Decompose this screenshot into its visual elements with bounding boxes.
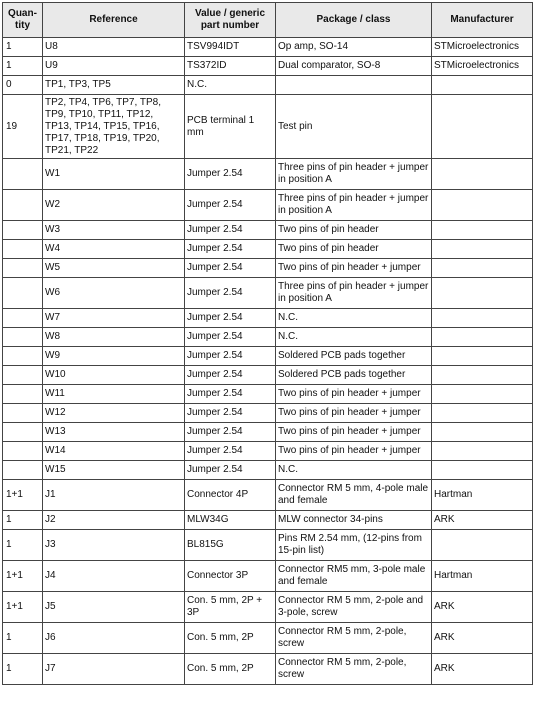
cell-manufacturer <box>432 404 533 423</box>
cell-reference: W3 <box>43 221 185 240</box>
cell-reference: J7 <box>43 654 185 685</box>
cell-package: Connector RM5 mm, 3-pole male and female <box>276 561 432 592</box>
cell-value: TSV994IDT <box>185 38 276 57</box>
cell-manufacturer <box>432 347 533 366</box>
cell-manufacturer: ARK <box>432 654 533 685</box>
table-row <box>3 328 533 347</box>
cell-reference: W15 <box>43 461 185 480</box>
cell-quantity <box>3 259 43 278</box>
cell-package: Connector RM 5 mm, 2-pole, screw <box>276 623 432 654</box>
cell-manufacturer <box>432 530 533 561</box>
cell-reference: W14 <box>43 442 185 461</box>
cell-manufacturer <box>432 76 533 95</box>
cell-value: N.C. <box>185 76 276 95</box>
cell-value: Jumper 2.54 <box>185 240 276 259</box>
cell-quantity: 1+1 <box>3 561 43 592</box>
header-value: Value / generic part number <box>185 3 276 38</box>
cell-reference: W2 <box>43 190 185 221</box>
table-row <box>3 530 533 561</box>
cell-quantity: 1+1 <box>3 480 43 511</box>
cell-package: Two pins of pin header + jumper <box>276 385 432 404</box>
cell-quantity <box>3 366 43 385</box>
cell-quantity <box>3 423 43 442</box>
cell-value: Connector 4P <box>185 480 276 511</box>
cell-package: Two pins of pin header + jumper <box>276 442 432 461</box>
cell-value: Jumper 2.54 <box>185 385 276 404</box>
cell-quantity: 1 <box>3 654 43 685</box>
table-row <box>3 240 533 259</box>
cell-manufacturer <box>432 259 533 278</box>
table-row <box>3 38 533 57</box>
cell-quantity: 1 <box>3 623 43 654</box>
cell-manufacturer: Hartman <box>432 561 533 592</box>
cell-quantity: 1 <box>3 57 43 76</box>
table-row <box>3 592 533 623</box>
cell-reference: W5 <box>43 259 185 278</box>
table-row <box>3 57 533 76</box>
cell-quantity <box>3 309 43 328</box>
cell-value: Jumper 2.54 <box>185 159 276 190</box>
table-row <box>3 442 533 461</box>
cell-reference: W11 <box>43 385 185 404</box>
table-row <box>3 76 533 95</box>
cell-package: Three pins of pin header + jumper in position A <box>276 278 432 309</box>
cell-quantity <box>3 404 43 423</box>
cell-value: Con. 5 mm, 2P <box>185 623 276 654</box>
cell-quantity <box>3 190 43 221</box>
cell-reference: TP1, TP3, TP5 <box>43 76 185 95</box>
table-body <box>3 38 533 685</box>
cell-manufacturer <box>432 278 533 309</box>
cell-package: N.C. <box>276 461 432 480</box>
cell-reference: TP2, TP4, TP6, TP7, TP8, TP9, TP10, TP11, TP12, TP13, TP14, TP15, TP16, TP17, TP18, TP19, TP20, TP21, TP22 <box>43 95 185 159</box>
cell-reference: W8 <box>43 328 185 347</box>
cell-value: TS372ID <box>185 57 276 76</box>
header-manufacturer: Manufacturer <box>432 3 533 38</box>
cell-value: Jumper 2.54 <box>185 278 276 309</box>
cell-package: Two pins of pin header + jumper <box>276 259 432 278</box>
cell-package: Soldered PCB pads together <box>276 347 432 366</box>
cell-manufacturer: STMicroelectronics <box>432 38 533 57</box>
cell-reference: W6 <box>43 278 185 309</box>
cell-package: Connector RM 5 mm, 4-pole male and female <box>276 480 432 511</box>
cell-package: Soldered PCB pads together <box>276 366 432 385</box>
cell-manufacturer: STMicroelectronics <box>432 57 533 76</box>
cell-manufacturer <box>432 190 533 221</box>
cell-package: Two pins of pin header <box>276 221 432 240</box>
cell-package: Connector RM 5 mm, 2-pole, screw <box>276 654 432 685</box>
cell-value: BL815G <box>185 530 276 561</box>
cell-package: N.C. <box>276 328 432 347</box>
cell-package: Two pins of pin header + jumper <box>276 404 432 423</box>
table-row <box>3 278 533 309</box>
cell-quantity <box>3 442 43 461</box>
cell-value: Jumper 2.54 <box>185 221 276 240</box>
cell-package: Two pins of pin header <box>276 240 432 259</box>
table-row <box>3 623 533 654</box>
table-row <box>3 221 533 240</box>
cell-value: Con. 5 mm, 2P + 3P <box>185 592 276 623</box>
cell-quantity: 1 <box>3 530 43 561</box>
cell-quantity <box>3 461 43 480</box>
cell-quantity <box>3 347 43 366</box>
cell-reference: J5 <box>43 592 185 623</box>
cell-manufacturer <box>432 221 533 240</box>
cell-package <box>276 76 432 95</box>
cell-manufacturer <box>432 328 533 347</box>
cell-quantity <box>3 159 43 190</box>
cell-value: Jumper 2.54 <box>185 366 276 385</box>
cell-reference: W1 <box>43 159 185 190</box>
cell-package: N.C. <box>276 309 432 328</box>
cell-value: Connector 3P <box>185 561 276 592</box>
table-row <box>3 259 533 278</box>
cell-quantity <box>3 221 43 240</box>
cell-quantity: 0 <box>3 76 43 95</box>
cell-reference: W4 <box>43 240 185 259</box>
cell-manufacturer <box>432 159 533 190</box>
header-quantity: Quan- tity <box>3 3 43 38</box>
cell-manufacturer <box>432 461 533 480</box>
cell-package: MLW connector 34-pins <box>276 511 432 530</box>
table-row <box>3 404 533 423</box>
cell-quantity <box>3 240 43 259</box>
table-row <box>3 190 533 221</box>
cell-manufacturer <box>432 385 533 404</box>
header-package: Package / class <box>276 3 432 38</box>
cell-manufacturer <box>432 423 533 442</box>
cell-package: Test pin <box>276 95 432 159</box>
table-header-row <box>3 3 533 38</box>
cell-manufacturer: ARK <box>432 623 533 654</box>
table-row <box>3 95 533 159</box>
cell-value: Jumper 2.54 <box>185 461 276 480</box>
cell-reference: J4 <box>43 561 185 592</box>
cell-package: Pins RM 2.54 mm, (12-pins from 15-pin list) <box>276 530 432 561</box>
cell-quantity: 1 <box>3 511 43 530</box>
cell-reference: W13 <box>43 423 185 442</box>
cell-value: Jumper 2.54 <box>185 423 276 442</box>
cell-reference: W12 <box>43 404 185 423</box>
cell-manufacturer <box>432 442 533 461</box>
table-row <box>3 159 533 190</box>
cell-package: Op amp, SO-14 <box>276 38 432 57</box>
cell-manufacturer <box>432 95 533 159</box>
header-reference: Reference <box>43 3 185 38</box>
cell-value: Jumper 2.54 <box>185 404 276 423</box>
cell-reference: J2 <box>43 511 185 530</box>
cell-manufacturer: ARK <box>432 511 533 530</box>
cell-package: Connector RM 5 mm, 2-pole and 3-pole, screw <box>276 592 432 623</box>
cell-manufacturer: ARK <box>432 592 533 623</box>
cell-reference: W10 <box>43 366 185 385</box>
cell-value: Jumper 2.54 <box>185 259 276 278</box>
cell-reference: U8 <box>43 38 185 57</box>
cell-package: Two pins of pin header + jumper <box>276 423 432 442</box>
cell-quantity <box>3 278 43 309</box>
bill-of-materials-table <box>2 2 533 685</box>
table-row <box>3 654 533 685</box>
cell-value: MLW34G <box>185 511 276 530</box>
table-row <box>3 423 533 442</box>
cell-quantity: 1 <box>3 38 43 57</box>
cell-quantity <box>3 385 43 404</box>
cell-value: Jumper 2.54 <box>185 442 276 461</box>
cell-reference: J6 <box>43 623 185 654</box>
cell-value: Jumper 2.54 <box>185 347 276 366</box>
cell-reference: W7 <box>43 309 185 328</box>
table-row <box>3 461 533 480</box>
cell-reference: J3 <box>43 530 185 561</box>
cell-manufacturer: Hartman <box>432 480 533 511</box>
cell-quantity: 19 <box>3 95 43 159</box>
cell-value: Jumper 2.54 <box>185 309 276 328</box>
cell-manufacturer <box>432 366 533 385</box>
cell-reference: J1 <box>43 480 185 511</box>
table-row <box>3 309 533 328</box>
cell-reference: W9 <box>43 347 185 366</box>
cell-value: PCB terminal 1 mm <box>185 95 276 159</box>
table-row <box>3 511 533 530</box>
cell-value: Jumper 2.54 <box>185 190 276 221</box>
cell-value: Jumper 2.54 <box>185 328 276 347</box>
cell-reference: U9 <box>43 57 185 76</box>
cell-package: Dual comparator, SO-8 <box>276 57 432 76</box>
cell-package: Three pins of pin header + jumper in position A <box>276 190 432 221</box>
table-row <box>3 347 533 366</box>
cell-manufacturer <box>432 309 533 328</box>
cell-value: Con. 5 mm, 2P <box>185 654 276 685</box>
cell-package: Three pins of pin header + jumper in position A <box>276 159 432 190</box>
table-row <box>3 385 533 404</box>
table-row <box>3 561 533 592</box>
table-row <box>3 366 533 385</box>
cell-quantity: 1+1 <box>3 592 43 623</box>
cell-manufacturer <box>432 240 533 259</box>
table-row <box>3 480 533 511</box>
cell-quantity <box>3 328 43 347</box>
